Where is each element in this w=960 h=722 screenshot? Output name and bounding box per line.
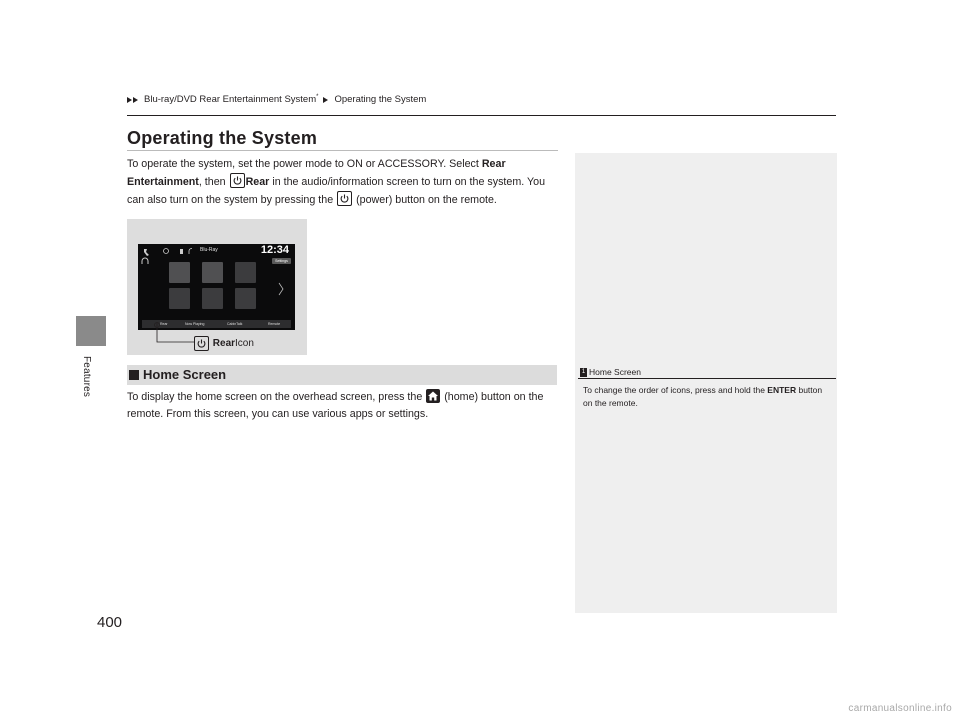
chapter-label: Features <box>81 356 92 398</box>
home-icon <box>426 389 440 403</box>
bar-item-now-playing[interactable]: Now Playing <box>185 322 205 326</box>
app-tile[interactable] <box>169 288 190 309</box>
current-source: Blu-Ray <box>200 247 218 253</box>
watermark[interactable]: carmanualsonline.info <box>848 703 952 714</box>
status-icons <box>142 247 192 257</box>
chevron-right-icon[interactable] <box>278 282 284 296</box>
bluray-app-tile[interactable] <box>202 262 223 283</box>
title-divider <box>127 150 558 151</box>
app-tile[interactable] <box>235 262 256 283</box>
page-number: 400 <box>97 614 123 631</box>
clock: 12:34 <box>260 244 289 256</box>
callout-line <box>150 322 195 346</box>
bar-item-cabintalk[interactable]: CabinTalk <box>227 322 243 326</box>
breadcrumb-item-rear-entertainment[interactable]: Blu-ray/DVD Rear Entertainment System <box>144 94 317 105</box>
note-number-badge: 1 <box>581 368 586 375</box>
home-paragraph: To display the home screen on the overhead screen, press the (home) button on the remote. From this screen, you can use various apps or settings. <box>127 391 544 420</box>
power-icon <box>230 173 245 188</box>
audio-screen <box>138 244 295 330</box>
optional-feature-asterisk: * <box>316 93 319 100</box>
bar-item-remote[interactable]: Remote <box>268 322 281 326</box>
page-title: Operating the System <box>127 128 318 148</box>
breadcrumb-arrow-icon <box>323 97 328 103</box>
intro-paragraph: To operate the system, set the power mode to ON or ACCESSORY. Select Rear Entertainment, then Rear in the audio/information screen to turn on the system. You can also turn on the system by pressing the (power) button on the remote. <box>127 158 546 206</box>
note-heading: 1 Home Screen <box>581 367 641 377</box>
breadcrumb <box>127 94 426 105</box>
app-tile[interactable] <box>202 288 223 309</box>
side-note-panel <box>575 153 837 613</box>
section-square-icon <box>129 370 139 380</box>
rear-app-tile[interactable] <box>169 262 190 283</box>
enter-button-term: ENTER <box>767 385 797 395</box>
note-divider <box>578 378 836 379</box>
headphones-icon <box>141 257 149 265</box>
breadcrumb-arrow-icon <box>133 97 138 103</box>
settings-button[interactable]: Settings <box>272 258 291 264</box>
rear-icon-callout: Rear Icon <box>193 336 254 351</box>
power-icon <box>194 336 209 351</box>
section-heading: Home Screen <box>129 367 226 382</box>
breadcrumb-item-operating: Operating the System <box>334 94 427 105</box>
note-text: To change the order of icons, press and hold the ENTER button on the remote. <box>583 385 823 408</box>
breadcrumb-arrow-icon <box>127 97 132 103</box>
rear-entertainment-term: Rear Entertainment <box>127 158 506 188</box>
header-divider <box>127 115 836 116</box>
power-icon <box>337 191 352 206</box>
chapter-tab-marker <box>76 316 106 346</box>
app-tile[interactable] <box>235 288 256 309</box>
rear-term: Rear <box>245 176 270 188</box>
bar-item-rear[interactable]: Rear <box>160 322 168 326</box>
